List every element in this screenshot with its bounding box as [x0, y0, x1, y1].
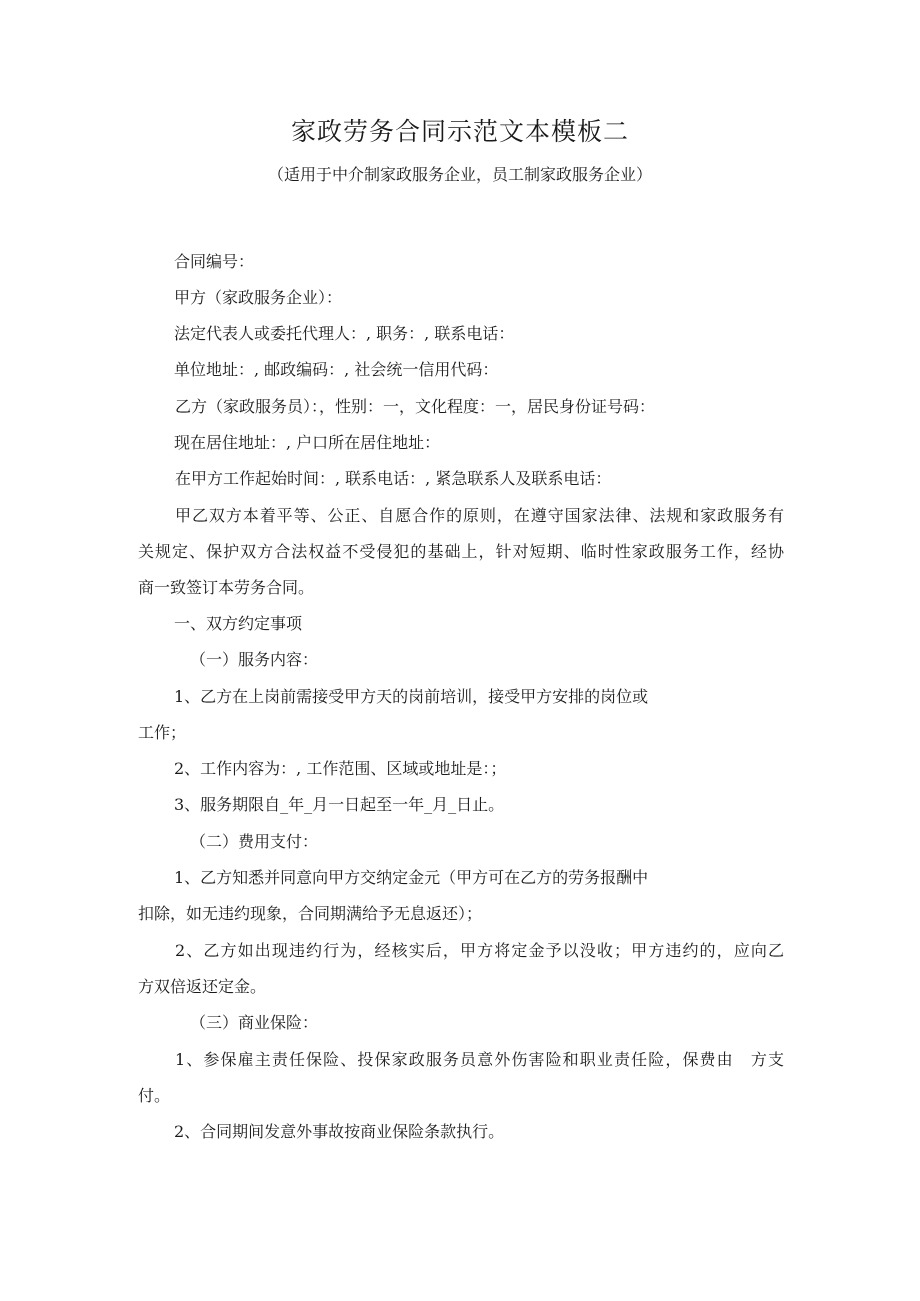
document-title: 家政劳务合同示范文本模板二	[290, 117, 629, 146]
clause-line: 扣除，如无违约现象，合同期满给予无息返还）；	[138, 904, 483, 923]
clause-line: 2、合同期间发意外事故按商业保险条款执行。	[174, 1122, 505, 1141]
paragraph-line: 商一致签订本劳务合同。	[138, 578, 315, 597]
work-start-line: 在甲方工作起始时间：, 联系电话：, 紧急联系人及联系电话：	[175, 469, 612, 488]
clause-line: 1、参保雇主责任保险、投保家政服务员意外伤害险和职业责任险，保费由 方支	[175, 1050, 784, 1069]
subsection-heading: （一）服务内容：	[190, 650, 319, 669]
residence-address-line: 现在居住地址：, 户口所在居住地址：	[174, 433, 441, 452]
clause-line: 2、工作内容为：, 工作范围、区域或地址是：；	[174, 759, 507, 778]
party-a-line: 甲方（家政服务企业）：	[174, 288, 343, 307]
clause-line: 2、乙方如出现违约行为，经核实后，甲方将定金予以没收；甲方违约的，应向乙	[175, 941, 784, 960]
section-heading: 一、双方约定事项	[174, 614, 303, 633]
clause-line: 付。	[138, 1086, 171, 1105]
clause-line: 1、乙方在上岗前需接受甲方天的岗前培训，接受甲方安排的岗位或	[174, 687, 649, 706]
document-subtitle: （适用于中介制家政服务企业，员工制家政服务企业）	[267, 165, 652, 184]
clause-line: 1、乙方知悉并同意向甲方交纳定金元（甲方可在乙方的劳务报酬中	[174, 868, 649, 887]
paragraph-line: 甲乙双方本着平等、公正、自愿合作的原则，在遵守国家法律、法规和家政服务有	[175, 506, 784, 525]
clause-line: 3、服务期限自_年_月一日起至一年_月_日止。	[174, 795, 505, 814]
clause-line: 方双倍返还定金。	[138, 977, 267, 996]
contract-number-line: 合同编号：	[174, 252, 255, 271]
party-b-line: 乙方（家政服务员）：，性别：一，文化程度：一，居民身份证号码：	[175, 397, 656, 416]
subsection-heading: （二）费用支付：	[190, 832, 319, 851]
legal-representative-line: 法定代表人或委托代理人：, 职务：, 联系电话：	[174, 324, 515, 343]
company-address-line: 单位地址：, 邮政编码：, 社会统一信用代码：	[174, 360, 499, 379]
clause-line: 工作；	[138, 723, 187, 742]
paragraph-line: 关规定、保护双方合法权益不受侵犯的基础上，针对短期、临时性家政服务工作，经协	[138, 542, 784, 561]
subsection-heading: （三）商业保险：	[190, 1013, 319, 1032]
